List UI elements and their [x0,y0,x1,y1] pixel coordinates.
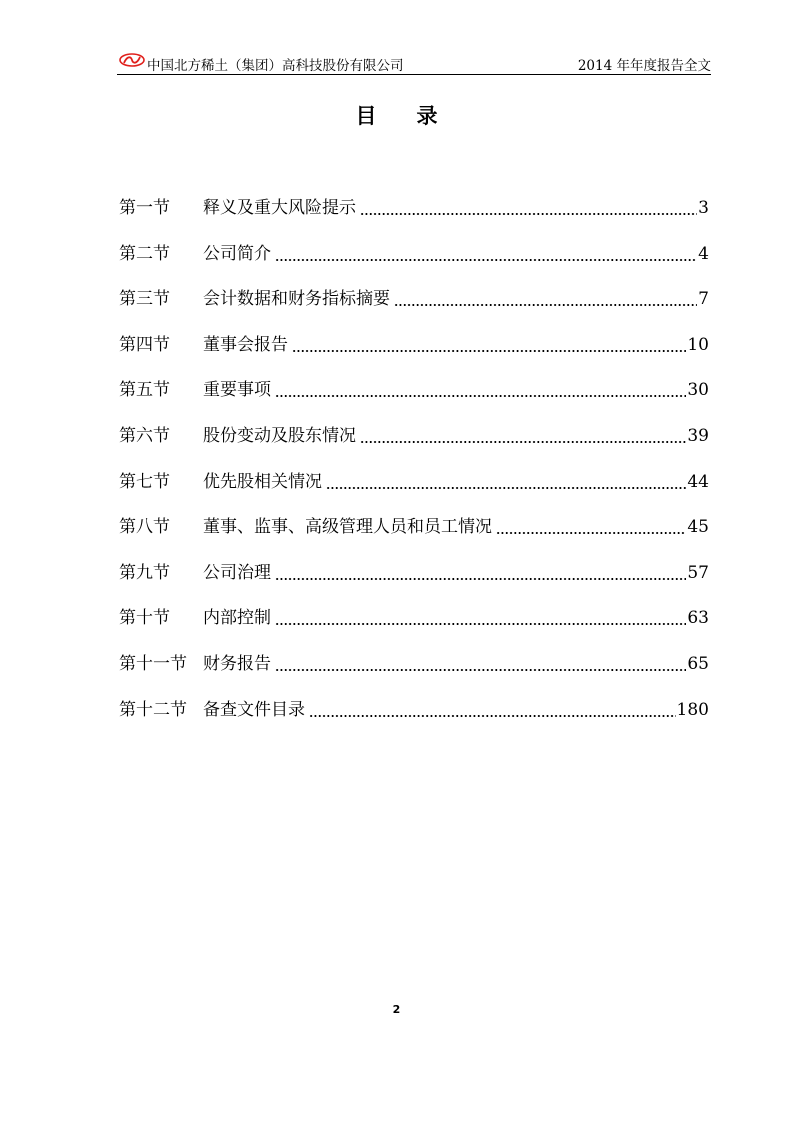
toc-section-title: 股份变动及股东情况 [203,425,356,446]
toc-entry[interactable] [119,515,709,561]
toc-leader-dots [275,242,697,266]
toc-entry[interactable] [119,242,709,288]
toc-entry[interactable] [119,333,709,379]
company-name: 中国北方稀土（集团）高科技股份有限公司 [147,58,404,74]
toc-entry[interactable] [119,287,709,333]
toc-section-title: 董事、监事、高级管理人员和员工情况 [203,517,492,538]
toc-leader-dots [292,333,686,357]
toc-section-title: 公司简介 [203,243,271,264]
toc-entry[interactable] [119,561,709,607]
toc-leader-dots [309,698,676,722]
toc-section-number: 第三节 [119,289,170,310]
toc-heading [0,100,793,130]
toc-leader-dots [326,470,686,494]
toc-section-number: 第四节 [119,334,170,355]
toc-section-number: 第十二节 [119,699,187,720]
toc-entry[interactable] [119,652,709,698]
toc-section-title: 董事会报告 [203,334,288,355]
toc-leader-dots [360,424,686,448]
toc-section-title: 重要事项 [203,380,271,401]
page-header [117,50,711,75]
toc-section-title: 会计数据和财务指标摘要 [203,289,390,310]
toc-entry[interactable] [119,698,709,744]
toc-section-title: 公司治理 [203,562,271,583]
toc-leader-dots [275,378,686,402]
toc-section-title: 备查文件目录 [203,699,305,720]
toc-section-number: 第十节 [119,608,170,629]
toc-section-title: 优先股相关情况 [203,471,322,492]
toc-leader-dots [275,606,686,630]
toc-section-number: 第六节 [119,425,170,446]
toc-page-number: 45 [687,517,709,538]
page-number: 2 [392,1003,401,1016]
toc-page-number: 65 [687,653,709,674]
toc-entry[interactable] [119,424,709,470]
toc-section-number: 第八节 [119,517,170,538]
toc-section-title: 释义及重大风险提示 [203,198,356,218]
toc-page-number: 7 [698,289,709,310]
toc-page-number: 44 [687,471,709,492]
toc-page-number: 4 [698,243,709,264]
toc-section-number: 第九节 [119,562,170,583]
toc-entry[interactable] [119,470,709,516]
toc-section-number: 第二节 [119,243,170,264]
toc-heading-char: 录 [416,104,438,128]
toc-section-title: 财务报告 [203,653,271,674]
toc-leader-dots [360,196,697,220]
toc-section-number: 第一节 [119,198,170,218]
toc-page-number: 57 [687,562,709,583]
toc-entry[interactable] [119,378,709,424]
toc-leader-dots [496,515,686,539]
toc-page-number: 63 [687,608,709,629]
toc-section-number: 第十一节 [119,653,187,674]
document-title: 2014 年年度报告全文 [577,58,711,74]
toc-entry[interactable] [119,606,709,652]
toc-page-number: 3 [698,198,709,218]
toc-page-number: 180 [676,699,709,720]
toc-leader-dots [275,652,686,676]
toc-page-number: 10 [687,334,709,355]
toc-section-number: 第七节 [119,471,170,492]
toc-heading-char: 目 [355,104,377,128]
toc-leader-dots [394,287,697,311]
toc-section-number: 第五节 [119,380,170,401]
toc-leader-dots [275,561,686,585]
company-logo-icon [119,53,145,67]
toc-entry[interactable] [119,196,709,242]
table-of-contents [119,196,709,743]
toc-page-number: 30 [687,380,709,401]
toc-section-title: 内部控制 [203,608,271,629]
toc-page-number: 39 [687,425,709,446]
